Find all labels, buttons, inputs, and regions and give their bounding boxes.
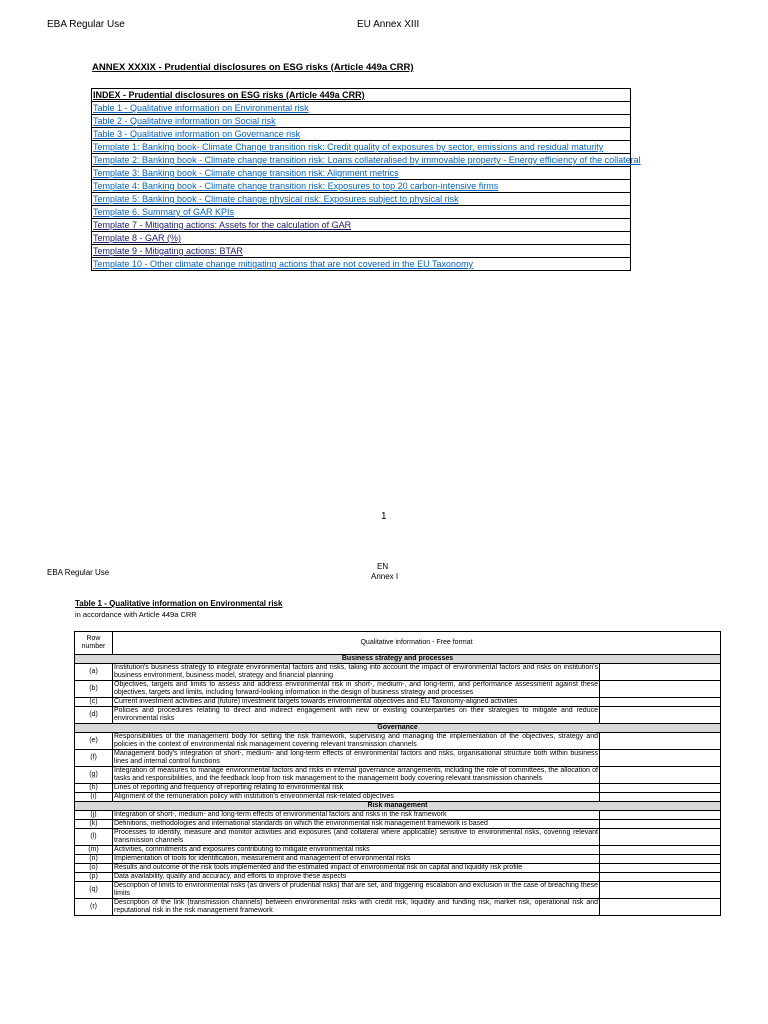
row-id: (n): [75, 855, 113, 864]
table-row: [75, 882, 721, 899]
free-format-cell[interactable]: [600, 811, 721, 820]
index-link[interactable]: Template 10 - Other climate change mitigating actions that are not covered in the EU Taxonomy: [93, 259, 474, 269]
free-format-cell[interactable]: [600, 855, 721, 864]
row-id: (o): [75, 864, 113, 873]
index-link[interactable]: Template 9 - Mitigating actions: BTAR: [93, 246, 243, 256]
table1-subtitle: in accordance with Article 449a CRR: [75, 610, 197, 619]
index-link[interactable]: Template 7 - Mitigating actions: Assets for the calculation of GAR: [93, 220, 352, 230]
index-row: [92, 141, 631, 154]
index-link[interactable]: Template 5: Banking book - Climate change physical risk: Exposures subject to physical risk: [93, 194, 459, 204]
index-link[interactable]: Template 8 - GAR (%): [93, 233, 182, 243]
row-description: Lines of reporting and frequency of reporting relating to environmental risk: [113, 784, 600, 793]
row-description: Description of the link (transmission channels) between environmental risks with credit risk, liquidity and funding risk, market risk, operational risk and reputational risk in the risk management framework: [114, 899, 598, 914]
header-center: EU Annex XIII: [357, 19, 420, 30]
free-format-cell[interactable]: [600, 681, 721, 698]
page2-header-en: EN: [377, 562, 389, 571]
free-format-cell[interactable]: [600, 767, 721, 784]
free-format-cell[interactable]: [600, 899, 721, 916]
qualitative-table: [74, 631, 720, 916]
row-id: (m): [75, 846, 113, 855]
row-description: Processes to identify, measure and monitor activities and exposures (and collateral where applicable) sensitive to environmental risks, covering relevant transmission channels: [114, 829, 598, 844]
row-description: Description of limits to environmental risks (as drivers of prudential risks) that are set, and triggering escalation and exclusion in the case of breaching these limits: [114, 882, 598, 897]
row-id: (k): [75, 820, 113, 829]
free-format-cell[interactable]: [600, 882, 721, 899]
free-format-cell[interactable]: [600, 829, 721, 846]
index-link[interactable]: Template 3: Banking book - Climate change transition risk: Alignment metrics: [93, 168, 399, 178]
index-link[interactable]: Table 1 - Qualitative information on Environmental risk: [93, 103, 309, 113]
table-row: [75, 707, 721, 724]
row-description: Data availability, quality and accuracy, and efforts to improve these aspects: [113, 873, 600, 882]
row-id: (d): [75, 707, 113, 724]
table-row: [75, 793, 721, 802]
row-id: (j): [75, 811, 113, 820]
free-format-cell[interactable]: [600, 846, 721, 855]
row-description: Objectives, targets and limits to assess and address environmental risk in short-, medium-, and long-term, and performance assessment against these objectives, targets and limits, including forward-looking information in the design of business strategy and processes: [114, 681, 598, 696]
row-id: (g): [75, 767, 113, 784]
index-link[interactable]: Table 3 - Qualitative information on Governance risk: [93, 129, 301, 139]
table-row: [75, 750, 721, 767]
index-table: [91, 88, 641, 271]
page-number: 1: [381, 511, 387, 522]
col-qualitative: Qualitative information - Free format: [113, 632, 721, 655]
row-id: (f): [75, 750, 113, 767]
table-row: [75, 864, 721, 873]
row-id: (i): [75, 793, 113, 802]
section-header: Business strategy and processes: [75, 655, 721, 664]
free-format-cell[interactable]: [600, 698, 721, 707]
index-row: [92, 245, 631, 258]
row-id: (c): [75, 698, 113, 707]
table-row: [75, 820, 721, 829]
table-row: [75, 829, 721, 846]
free-format-cell[interactable]: [600, 750, 721, 767]
index-row: [92, 154, 641, 167]
free-format-cell[interactable]: [600, 820, 721, 829]
index-row: [92, 128, 631, 141]
section-header: Risk management: [75, 802, 721, 811]
row-description: Definitions, methodologies and international standards on which the environmental risk management framework is based: [113, 820, 600, 829]
table-row: [75, 811, 721, 820]
table-row: [75, 873, 721, 882]
page2-header-annex: Annex I: [371, 572, 399, 581]
row-description: Institution's business strategy to integrate environmental factors and risks, taking into account the impact of environmental factors and risks on institution's business environment, business model, strategy and financial planning: [114, 664, 598, 679]
row-id: (h): [75, 784, 113, 793]
index-row: [92, 219, 631, 232]
table-row: [75, 784, 721, 793]
row-description: Integration of short-, medium- and long-term effects of environmental factors and risks in the risk framework: [113, 811, 600, 820]
col-row-number: Row number: [75, 632, 113, 655]
index-link[interactable]: Template 1: Banking book- Climate Change transition risk: Credit quality of exposures by sector, emissions and residual maturity: [93, 142, 604, 152]
row-id: (b): [75, 681, 113, 698]
free-format-cell[interactable]: [600, 793, 721, 802]
table-row: [75, 855, 721, 864]
row-id: (a): [75, 664, 113, 681]
annex-title: ANNEX XXXIX - Prudential disclosures on ESG risks (Article 449a CRR): [92, 62, 414, 73]
table-row: [75, 899, 721, 916]
table-row: [75, 846, 721, 855]
index-link[interactable]: Template 6. Summary of GAR KPIs: [93, 207, 235, 217]
table-row: [75, 664, 721, 681]
index-row: [92, 258, 631, 271]
index-link[interactable]: Template 2: Banking book - Climate change transition risk: Loans collateralised by immovable property - Energy efficiency of the collateral: [93, 155, 641, 165]
row-description: Activities, commitments and exposures contributing to mitigate environmental risks: [113, 846, 600, 855]
row-id: (e): [75, 733, 113, 750]
free-format-cell[interactable]: [600, 784, 721, 793]
index-row: [92, 102, 631, 115]
free-format-cell[interactable]: [600, 733, 721, 750]
index-row: [92, 180, 631, 193]
index-row: [92, 193, 631, 206]
row-description: Implementation of tools for identification, measurement and management of environmental risks: [113, 855, 600, 864]
table1-title: Table 1 - Qualitative information on Environmental risk: [75, 599, 283, 608]
row-description: Integration of measures to manage environmental factors and risks in internal governance arrangements, including the role of committees, the allocation of tasks and responsibilities, and the feedback loop from risk management to the management body covering relevant transmission channels: [114, 767, 598, 782]
index-row: [92, 167, 631, 180]
row-description: Alignment of the remuneration policy with institution's environmental risk-related objectives: [113, 793, 600, 802]
table-row: [75, 698, 721, 707]
section-header: Governance: [75, 724, 721, 733]
row-description: Results and outcome of the risk tools implemented and the estimated impact of environmental risk on capital and liquidity risk profile: [113, 864, 600, 873]
free-format-cell[interactable]: [600, 873, 721, 882]
table-row: [75, 767, 721, 784]
free-format-cell[interactable]: [600, 864, 721, 873]
page2-header-left: EBA Regular Use: [47, 568, 110, 577]
index-row: [92, 206, 631, 219]
table-row: [75, 733, 721, 750]
row-description: Responsibilities of the management body for setting the risk framework, supervising and managing the implementation of the objectives, strategy and policies in the context of environmental risk management covering relevant transmission channels: [114, 733, 598, 748]
table-row: [75, 681, 721, 698]
index-row: [92, 232, 631, 245]
row-id: (l): [75, 829, 113, 846]
row-id: (r): [75, 899, 113, 916]
free-format-cell[interactable]: [600, 707, 721, 724]
row-description: Policies and procedures relating to direct and indirect engagement with new or existing counterparties on their strategies to mitigate and reduce environmental risks: [114, 707, 598, 722]
header-left: EBA Regular Use: [47, 19, 125, 30]
row-id: (q): [75, 882, 113, 899]
free-format-cell[interactable]: [600, 664, 721, 681]
row-description: Management body's integration of short-, medium- and long-term effects of environmental factors and risks, organisational structure both within business lines and internal control functions: [114, 750, 598, 765]
index-row: [92, 115, 631, 128]
index-link[interactable]: Template 4: Banking book - Climate change transition risk: Exposures to top 20 carbon-intensive firms: [93, 181, 499, 191]
index-link[interactable]: Table 2 - Qualitative information on Social risk: [93, 116, 276, 126]
index-header: INDEX - Prudential disclosures on ESG risks (Article 449a CRR): [92, 89, 631, 102]
row-id: (p): [75, 873, 113, 882]
row-description: Current investment activities and (future) investment targets towards environmental objectives and EU Taxonomy-aligned activities: [113, 698, 600, 707]
